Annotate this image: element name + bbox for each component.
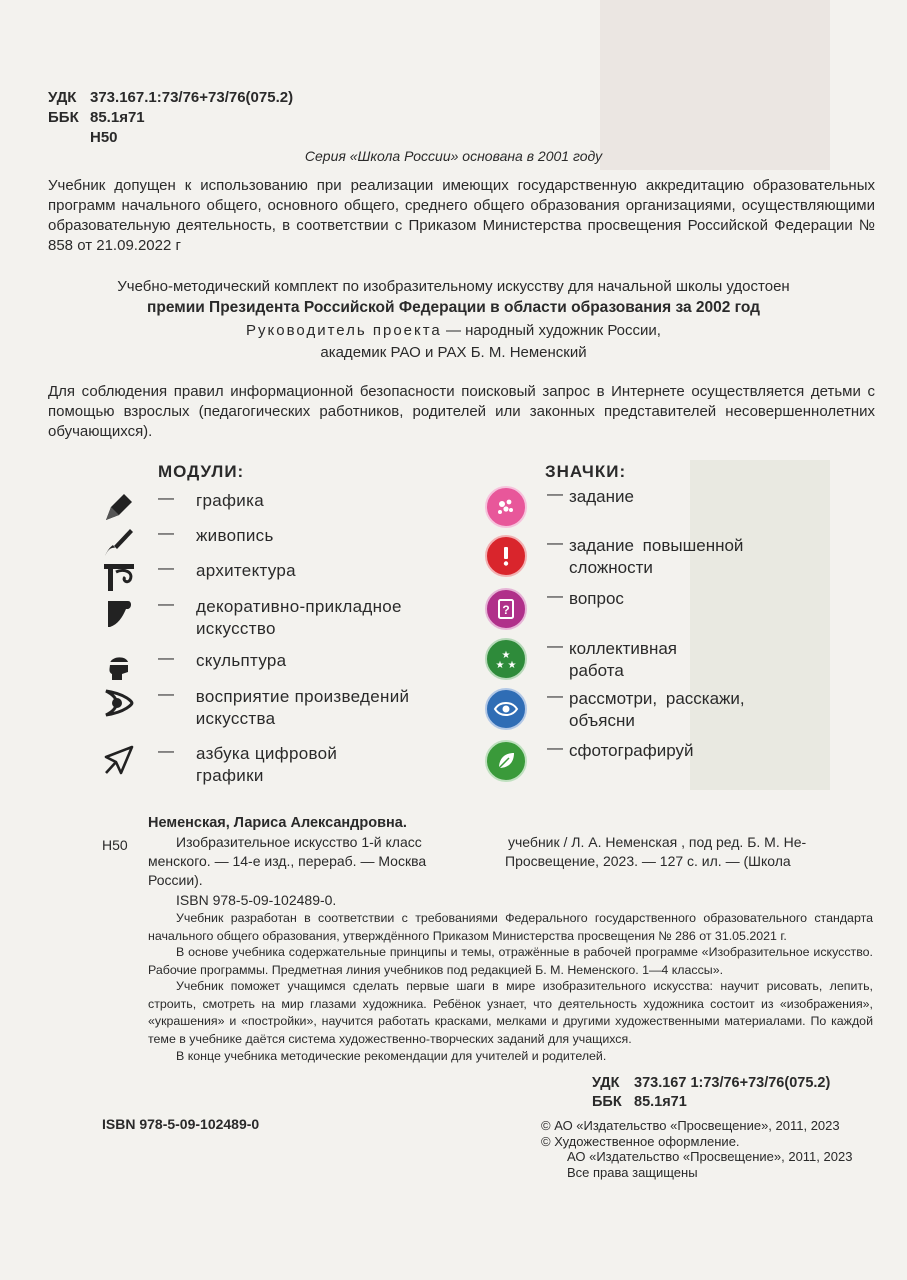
abstract-4: В конце учебника методические рекомендации для учителей и родителей. xyxy=(176,1049,607,1063)
series-note: Серия «Школа России» основана в 2001 году xyxy=(304,148,603,164)
classification-block xyxy=(48,88,293,148)
team-work-icon xyxy=(485,638,527,680)
badge-label: вопрос xyxy=(569,589,624,608)
decorative-vase-icon xyxy=(102,596,136,630)
badge-label: рассмотри, расскажи, объясни xyxy=(569,689,745,730)
architecture-capital-icon xyxy=(102,560,136,594)
module-label: архитектура xyxy=(196,561,296,580)
badge-item: ★ ★ ★ — коллективная работа xyxy=(485,638,815,682)
abstract-3: Учебник поможет учащимся сделать первые шаги в мире изобразительного искусства: научит рисовать, лепить, строить, смотреть на мир глазами художника. Ребёнок узнает, что деятельность художника состоит из «изображения», «украшения» и «постройки», научится работать красками, мелками и другими художественными материалами. По каждой теме в учебнике даётся система художественно-творческих заданий для учащихся. xyxy=(148,979,873,1046)
hard-task-icon xyxy=(485,535,527,577)
module-item: — декоративно-прикладное искусство xyxy=(102,596,462,640)
svg-text:★: ★ xyxy=(507,660,517,671)
badge-item: — задание xyxy=(485,486,815,528)
biblio-author: Неменская, Лариса Александровна. xyxy=(148,815,407,831)
copyright-line-3: АО «Издательство «Просвещение», 2011, 2023 xyxy=(567,1149,853,1164)
look-tell-icon xyxy=(485,688,527,730)
copyright-line-4: Все права защищены xyxy=(567,1164,698,1180)
abstract-1: Учебник разработан в соответствии с требованиями Федерального государственного образовательного стандарта начального общего образования, утверждённого Приказом Министерства просвещения № 286 от 31.05.2021 г. xyxy=(148,911,873,943)
painting-brush-icon xyxy=(102,525,136,559)
badge-item: — задание повышенной сложности xyxy=(485,535,815,579)
module-item: — графика xyxy=(102,490,462,524)
author-mark: Н50 xyxy=(90,129,118,146)
bbk-value: 85.1я71 xyxy=(90,109,145,126)
badge-item: — сфотографируй xyxy=(485,740,815,782)
module-label: скульптура xyxy=(196,651,287,670)
copyright-block xyxy=(541,1118,853,1180)
module-item: — скульптура xyxy=(102,650,462,684)
bbk-label: ББК xyxy=(48,109,79,126)
module-item: — архитектура xyxy=(102,560,462,594)
question-icon xyxy=(485,588,527,630)
abstract-2: В основе учебника содержательные принципы и темы, отражённые в рабочей программе «Изобразительное искусство. Рабочие программы. Предметная линия учебников под редакцией Б. М. Неменского. 1—4 классы». xyxy=(148,945,873,977)
bottom-bbk-label: ББК xyxy=(592,1094,622,1110)
biblio-title-left-3: России). xyxy=(148,872,203,888)
graphics-pencil-icon xyxy=(102,490,136,524)
module-label: восприятие произведений искусства xyxy=(195,687,410,728)
copyright-line-2: © Художественное оформление. xyxy=(541,1133,740,1149)
module-label: графика xyxy=(196,491,264,510)
badge-item: — рассмотри, расскажи, объясни xyxy=(485,688,815,732)
sculpture-head-icon xyxy=(102,650,136,684)
badge-item: ? — вопрос xyxy=(485,588,815,630)
award-line-4: академик РАО и РАХ Б. М. Неменский xyxy=(320,344,587,361)
module-item: — восприятие произведений искусства xyxy=(102,686,462,730)
badges-heading: ЗНАЧКИ: xyxy=(545,462,627,481)
bottom-udk-label: УДК xyxy=(592,1075,620,1091)
award-line-3 xyxy=(0,320,907,341)
module-label: азбука цифровой графики xyxy=(196,744,338,785)
award-line-2: премии Президента Российской Федерации в области образования за 2002 год xyxy=(146,299,761,316)
modules-heading: МОДУЛИ: xyxy=(158,462,245,481)
photo-leaf-icon xyxy=(485,740,527,782)
badge-label: задание повышенной сложности xyxy=(569,536,744,577)
biblio-isbn: ISBN 978-5-09-102489-0. xyxy=(176,892,337,908)
bottom-classification xyxy=(592,1074,830,1112)
copyright-line-1: © АО «Издательство «Просвещение», 2011, 2023 xyxy=(541,1118,840,1133)
bleed-through-shadow xyxy=(600,0,830,170)
module-label: живопись xyxy=(196,526,274,545)
badge-label: задание xyxy=(569,487,634,506)
bottom-bbk-value: 85.1я71 xyxy=(634,1094,687,1110)
svg-text:?: ? xyxy=(502,603,510,617)
biblio-title-left: Изобразительное искусство 1-й класс xyxy=(176,834,422,850)
safety-text: Для соблюдения правил информационной безопасности поисковый запрос в Интернете осуществляется детьми с помощью взрослых (педагогических работников, родителей или законных представителей несовершеннолетних обучающихся). xyxy=(48,383,875,440)
award-line-1: Учебно-методический комплект по изобразительному искусству для начальной школы удостоен xyxy=(117,278,790,295)
udk-label: УДК xyxy=(48,89,77,106)
task-icon xyxy=(485,486,527,528)
isbn-footer: ISBN 978-5-09-102489-0 xyxy=(102,1116,260,1132)
approval-text: Учебник допущен к использованию при реализации имеющих государственную аккредитацию образовательных программ начального общего, основного общего, среднего общего образования организациями, осуществляющими образовательную деятельность, в соответствии с Приказом Министерства просвещения Российской Федерации № 858 от 21.09.2022 г xyxy=(48,177,875,254)
biblio-mark: Н50 xyxy=(102,837,128,853)
svg-text:★: ★ xyxy=(501,650,511,661)
perception-eye-icon xyxy=(102,686,136,720)
svg-text:★: ★ xyxy=(495,660,505,671)
digital-cursor-icon xyxy=(102,743,136,777)
udk-value: 373.167.1:73/76+73/76(075.2) xyxy=(90,89,294,106)
badge-label: сфотографируй xyxy=(569,741,694,760)
project-lead-label: Руководитель проекта xyxy=(246,322,442,339)
biblio-title-right: учебник / Л. А. Неменская , под ред. Б. М. Не- xyxy=(508,834,807,850)
biblio-title-left-2: менского. — 14-е изд., перераб. — Москва xyxy=(148,853,427,869)
module-item: — живопись xyxy=(102,525,462,559)
badge-label: коллективная работа xyxy=(569,639,677,680)
biblio-title-right-2: Просвещение, 2023. — 127 с. ил. — (Школа xyxy=(505,853,791,869)
module-label: декоративно-прикладное искусство xyxy=(196,597,402,638)
module-item: — азбука цифровой графики xyxy=(102,743,462,787)
bottom-udk-value: 373.167 1:73/76+73/76(075.2) xyxy=(634,1075,831,1091)
project-lead-title: — народный художник России, xyxy=(441,322,661,339)
